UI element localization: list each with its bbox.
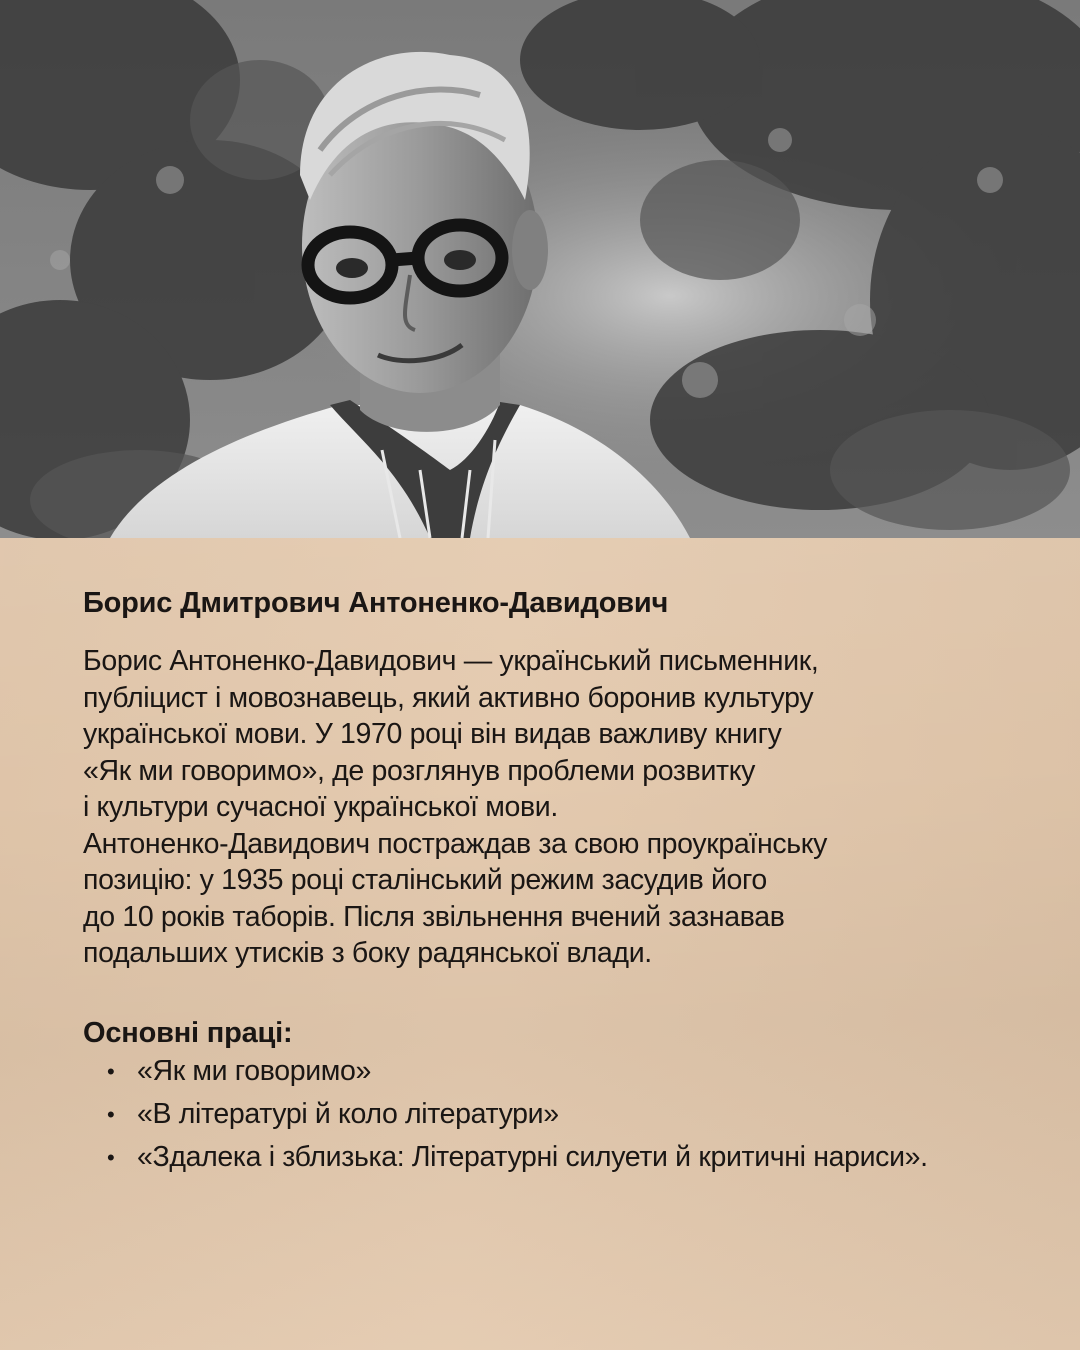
works-heading: Основні праці: [83, 1016, 293, 1049]
biography-card [0, 538, 1080, 1350]
bio-line: української мови. У 1970 році він видав важливу книгу [83, 718, 782, 750]
bio-line: публіцист і мовознавець, який активно боронив культуру [83, 681, 814, 714]
works-list-item [83, 1096, 1023, 1133]
bio-line: і культури сучасної української мови. [83, 791, 558, 823]
work-title: «Здалека і зблизька: Літературні силуети й критичні нариси». [137, 1140, 928, 1173]
works-list [83, 1053, 1023, 1176]
portrait-illustration [0, 0, 1080, 538]
bio-line: до 10 років таборів. Після звільнення вчений зазнавав [83, 900, 785, 933]
bio-line: Антоненко-Давидович постраждав за свою проукраїнську [83, 827, 828, 860]
works-list-item [83, 1053, 1023, 1090]
bio-line: Борис Антоненко-Давидович — український письменник, [83, 645, 819, 677]
works-list-item [83, 1139, 1023, 1176]
bullet-icon: • [107, 1101, 115, 1127]
bio-line: «Як ми говоримо», де розглянув проблеми розвитку [83, 754, 756, 787]
biography-text [83, 643, 1023, 972]
bio-line: подальших утисків з боку радянської влади. [83, 937, 652, 969]
work-title: «В літературі й коло літератури» [137, 1097, 559, 1130]
bullet-icon: • [107, 1144, 115, 1170]
biography-content [83, 583, 1023, 1176]
work-title: «Як ми говоримо» [137, 1054, 372, 1087]
bullet-icon: • [107, 1058, 115, 1084]
person-name: Борис Дмитрович Антоненко-Давидович [83, 587, 669, 619]
bio-line: позицію: у 1935 році сталінський режим засудив його [83, 864, 767, 896]
portrait-photo [0, 0, 1080, 538]
